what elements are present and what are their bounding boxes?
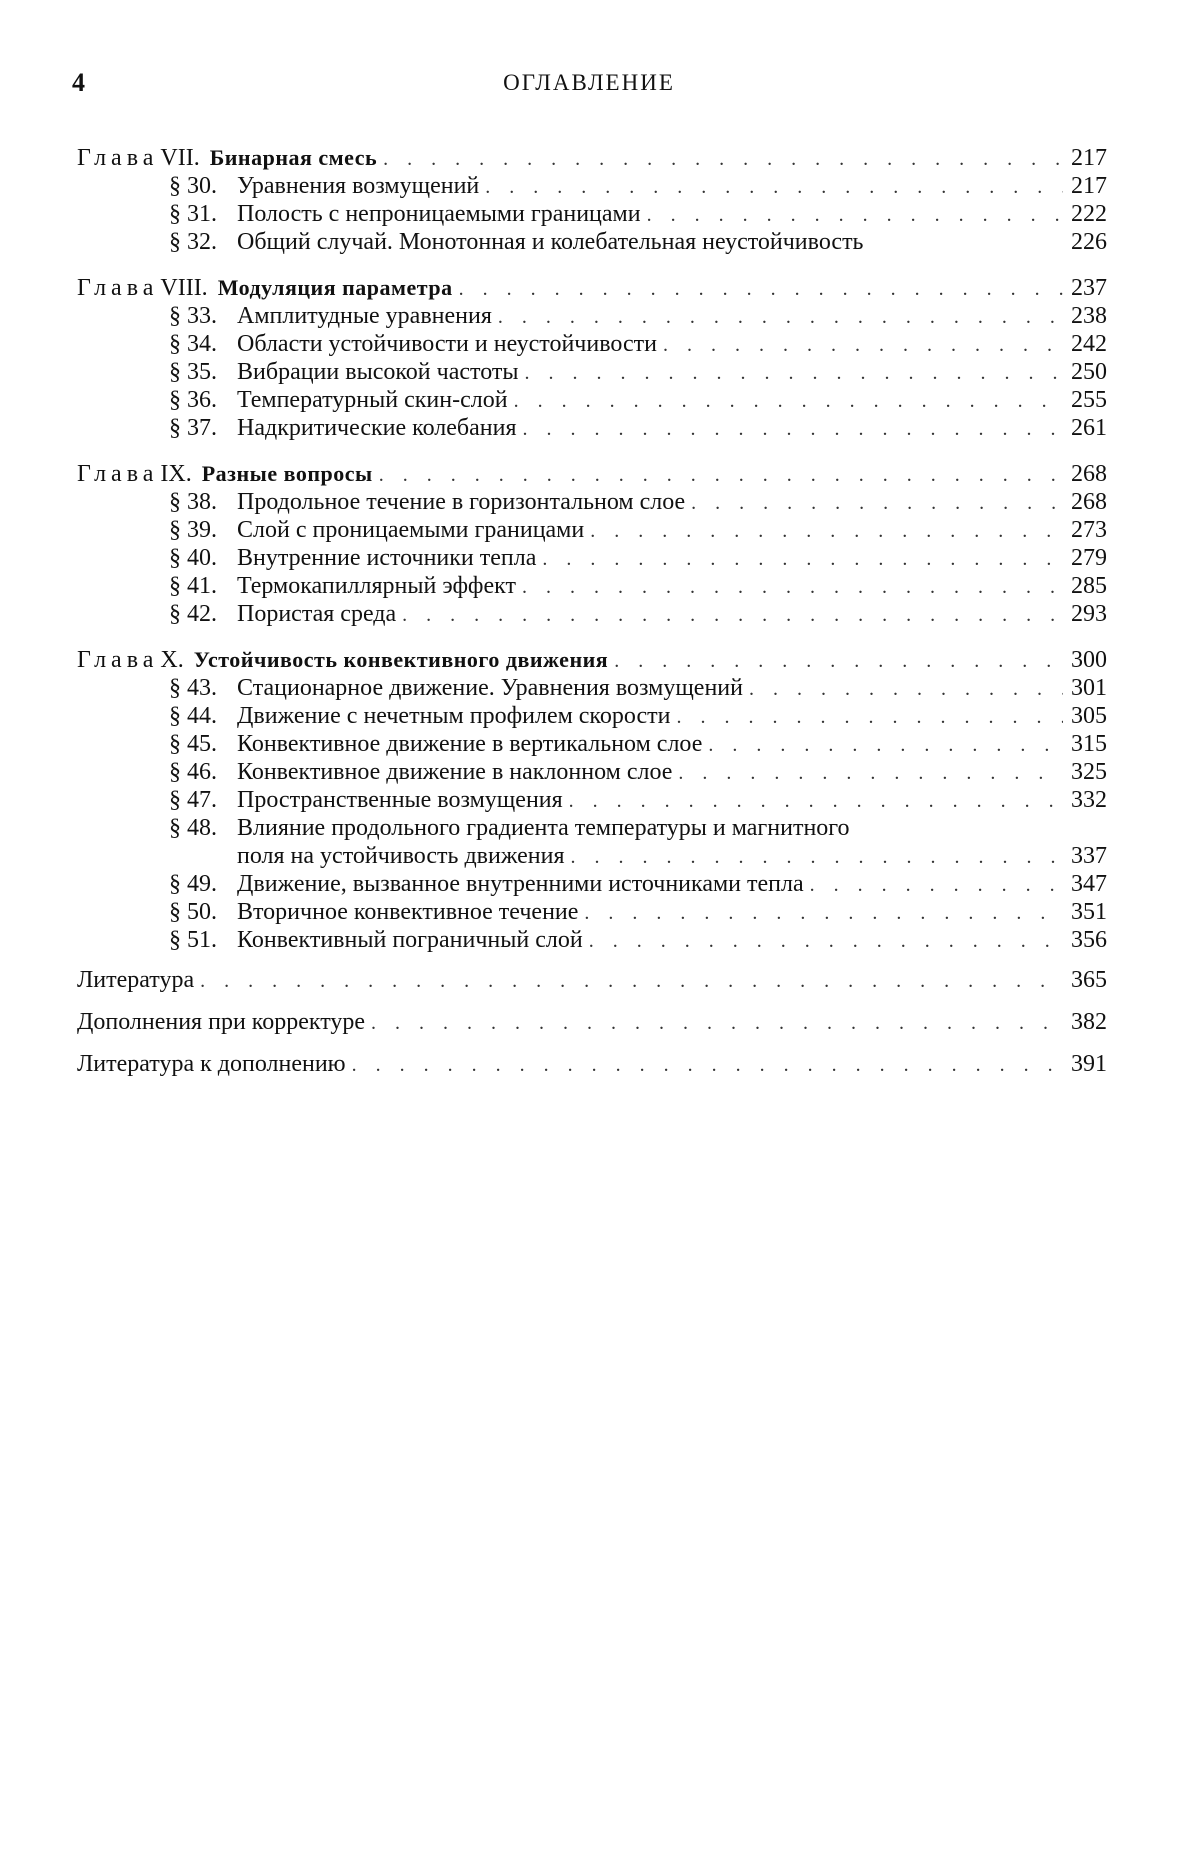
section-number: § 40. [169,545,217,571]
page-ref: 268 [1071,489,1107,515]
dot-leader [383,145,1063,173]
dot-leader [663,331,1063,359]
section-title: Вторичное конвективное течение [237,899,579,925]
section-number: § 38. [169,489,217,515]
section-number: § 31. [169,201,217,227]
section-title: Общий случай. Монотонная и колебательная неустойчивость [237,229,864,255]
toc-section-entry [77,172,1107,200]
page-ref: 332 [1071,787,1107,813]
chapter-word: Глава [77,647,159,673]
dot-leader [589,927,1063,955]
toc-section-entry [77,674,1107,702]
section-number: § 39. [169,517,217,543]
dot-leader [614,647,1063,675]
toc-section-entry [77,814,1107,842]
page-number: 4 [72,68,85,97]
page-ref: 325 [1071,759,1107,785]
page-ref: 238 [1071,303,1107,329]
dot-leader [498,303,1063,331]
toc-section-entry [77,898,1107,926]
section-title: Уравнения возмущений [237,173,480,199]
section-number: § 45. [169,731,217,757]
dot-leader [371,1009,1063,1037]
dot-leader [691,489,1063,517]
section-number: § 33. [169,303,217,329]
section-number: § 42. [169,601,217,627]
toc-section-entry [77,572,1107,600]
page-ref: 285 [1071,573,1107,599]
page-ref: 301 [1071,675,1107,701]
page-ref: 356 [1071,927,1107,953]
dot-leader [200,967,1063,995]
toc-misc-entry [77,1008,1107,1036]
toc-section-entry [77,228,1107,256]
toc-section-entry [77,358,1107,386]
dot-leader [749,675,1063,703]
section-title: Движение, вызванное внутренними источниками тепла [237,871,804,897]
dot-leader [571,843,1063,871]
page-ref: 337 [1071,843,1107,869]
section-title: Пористая среда [237,601,397,627]
page-ref: 217 [1071,173,1107,199]
dot-leader [678,759,1063,787]
section-title: Стационарное движение. Уравнения возмущений [237,675,743,701]
section-number: § 51. [169,927,217,953]
dot-leader [590,517,1063,545]
table-of-contents [77,144,1107,1092]
dot-leader [459,275,1063,303]
section-title: Конвективное движение в наклонном слое [237,759,673,785]
page-ref: 347 [1071,871,1107,897]
section-title-line1: Влияние продольного градиента температуры и магнитного [237,815,850,841]
misc-title: Дополнения при корректуре [77,1009,366,1035]
toc-misc-entry [77,1050,1107,1078]
section-title: Продольное течение в горизонтальном слое [237,489,686,515]
toc-section-entry [77,758,1107,786]
section-number: § 48. [169,815,217,841]
dot-leader [402,601,1063,629]
toc-section-entry [77,870,1107,898]
dot-leader [352,1051,1063,1079]
section-number: § 46. [169,759,217,785]
section-title: Надкритические колебания [237,415,517,441]
toc-section-entry [77,544,1107,572]
misc-title: Литература [77,967,195,993]
misc-title: Литература к дополнению [77,1051,346,1077]
section-title: Пространственные возмущения [237,787,563,813]
dot-leader [569,787,1063,815]
page-ref: 305 [1071,703,1107,729]
dot-leader [379,461,1063,489]
toc-section-entry [77,730,1107,758]
dot-leader [514,387,1063,415]
toc-chapter-9 [77,460,1107,628]
chapter-title: Модуляция параметра [217,275,453,300]
dot-leader [676,703,1063,731]
chapter-number: IX. [160,461,192,487]
toc-chapter-7 [77,144,1107,256]
page-ref: 222 [1071,201,1107,227]
section-title: Внутренние источники тепла [237,545,537,571]
toc-section-entry [77,786,1107,814]
toc-chapter-8 [77,274,1107,442]
dot-leader [523,415,1063,443]
dot-leader [524,359,1063,387]
page-ref: 382 [1071,1009,1107,1035]
toc-section-entry [77,200,1107,228]
section-number: § 30. [169,173,217,199]
page-ref: 365 [1071,967,1107,993]
section-number: § 50. [169,899,217,925]
section-number: § 44. [169,703,217,729]
toc-section-entry [77,414,1107,442]
toc-section-entry [77,600,1107,628]
section-title: Конвективный пограничный слой [237,927,583,953]
toc-chapter-entry [77,274,1107,302]
toc-section-entry [77,302,1107,330]
dot-leader [810,871,1063,899]
page-ref: 279 [1071,545,1107,571]
page-ref: 242 [1071,331,1107,357]
toc-misc-entry [77,966,1107,994]
page-ref: 226 [1071,229,1107,255]
chapter-number: X. [160,647,184,673]
page-ref: 261 [1071,415,1107,441]
page-ref: 293 [1071,601,1107,627]
page-ref: 237 [1071,275,1107,301]
dot-leader [485,173,1063,201]
section-number: § 32. [169,229,217,255]
section-title: Термокапиллярный эффект [237,573,516,599]
page-header [72,68,1106,108]
page-ref: 273 [1071,517,1107,543]
toc-section-entry [77,330,1107,358]
section-title: Области устойчивости и неустойчивости [237,331,657,357]
section-title: Температурный скин-слой [237,387,508,413]
page-ref: 217 [1071,145,1107,171]
toc-section-entry [77,516,1107,544]
section-number: § 34. [169,331,217,357]
page-ref: 351 [1071,899,1107,925]
dot-leader [647,201,1063,229]
page-ref: 268 [1071,461,1107,487]
section-number: § 47. [169,787,217,813]
dot-leader [584,899,1063,927]
section-number: § 49. [169,871,217,897]
chapter-number: VIII. [160,275,208,301]
section-number: § 41. [169,573,217,599]
section-number: § 35. [169,359,217,385]
section-title: Полость с непроницаемыми границами [237,201,641,227]
toc-section-entry [77,386,1107,414]
chapter-word: Глава [77,145,159,171]
toc-chapter-entry [77,646,1107,674]
section-title: Движение с нечетным профилем скорости [237,703,671,729]
dot-leader [708,731,1063,759]
chapter-title: Разные вопросы [201,461,373,486]
page-ref: 255 [1071,387,1107,413]
page-ref: 315 [1071,731,1107,757]
toc-section-entry [77,702,1107,730]
section-number: § 43. [169,675,217,701]
dot-leader [522,573,1063,601]
page-ref: 391 [1071,1051,1107,1077]
toc-chapter-10 [77,646,1107,954]
running-title: ОГЛАВЛЕНИЕ [503,70,675,95]
section-number: § 36. [169,387,217,413]
chapter-word: Глава [77,461,159,487]
section-title: Слой с проницаемыми границами [237,517,585,543]
dot-leader [542,545,1063,573]
section-number: § 37. [169,415,217,441]
section-title: поля на устойчивость движения [237,843,565,869]
page-ref: 250 [1071,359,1107,385]
toc-section-entry [77,926,1107,954]
section-title: Вибрации высокой частоты [237,359,519,385]
toc-chapter-entry [77,460,1107,488]
chapter-word: Глава [77,275,159,301]
toc-section-entry [77,488,1107,516]
chapter-number: VII. [160,145,200,171]
toc-chapter-entry [77,144,1107,172]
chapter-title: Бинарная смесь [209,145,378,170]
chapter-title: Устойчивость конвективного движения [193,647,609,672]
page-ref: 300 [1071,647,1107,673]
toc-section-continuation [77,842,1107,870]
section-title: Конвективное движение в вертикальном слое [237,731,703,757]
section-title: Амплитудные уравнения [237,303,492,329]
